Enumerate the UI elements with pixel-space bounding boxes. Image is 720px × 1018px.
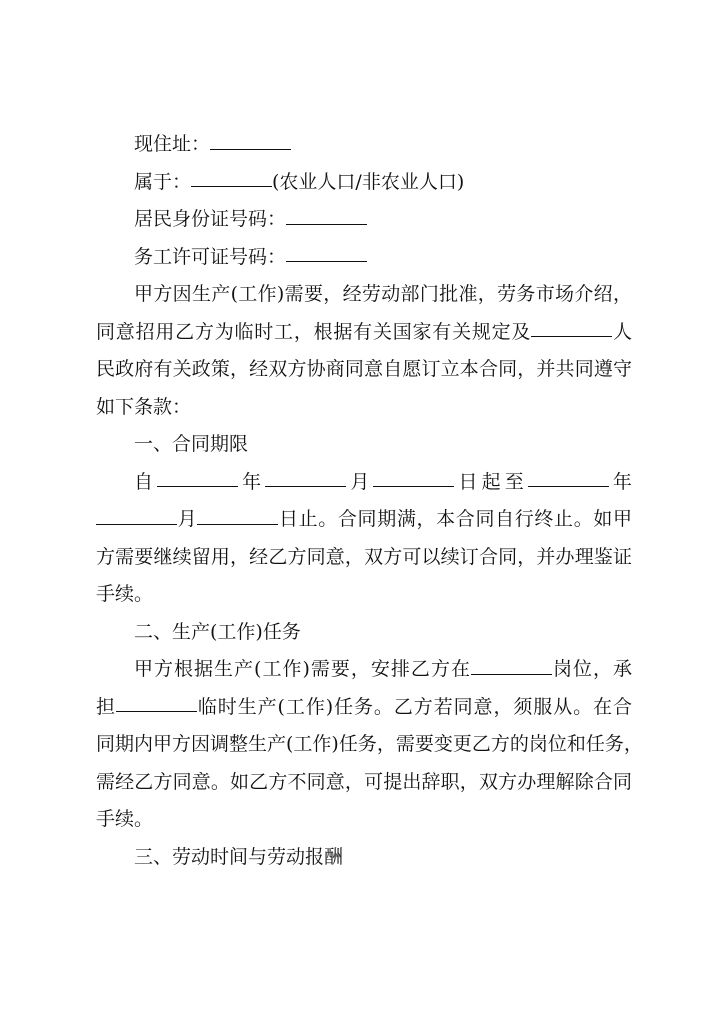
section-2-title: 二、生产(工作)任务 [134,620,301,643]
id-number-label: 居民身份证号码： [134,208,287,230]
end-day-blank [197,523,278,525]
term-line-1 [96,464,632,502]
work-permit-label: 务工许可证号码： [134,245,287,268]
task-text-1a: 甲方根据生产(工作)需要，安排乙方在 [134,658,471,680]
work-permit-blank [286,260,367,262]
task-text-1b: 岗位，承 [551,658,632,680]
section-3-title: 三、劳动时间与劳动报酬 [134,845,344,868]
task-blank [116,710,197,712]
belongs-label: 属于： [134,170,192,193]
id-number-line [96,201,632,239]
term-year-2: 年 [608,470,632,493]
task-line-4: 需经乙方同意。如乙方不同意，可提出辞职，双方办理解除合同 [96,770,632,793]
task-line-2 [96,689,632,727]
intro-line-4: 如下条款： [96,395,192,418]
term-line-4: 手续。 [96,583,154,605]
term-year: 年 [238,470,266,493]
intro-text-2a: 同意招用乙方为临时工，根据有关国家有关规定及 [96,320,532,343]
belongs-blank [191,185,272,187]
task-line-5: 手续。 [96,808,154,830]
contract-body [96,126,643,876]
end-month-blank [96,523,177,525]
intro-line-3: 民政府有关政策，经双方协商同意自愿订立本合同，并共同遵守 [96,358,632,380]
belongs-line [96,164,632,202]
id-number-blank [286,223,367,225]
term-day-until: 日起至 [454,470,528,493]
section-1-title: 一、合同期限 [134,433,249,455]
intro-text-2b: 人 [612,320,632,343]
start-month-blank [265,485,346,487]
government-blank [531,335,612,337]
term-month-2: 月 [177,508,198,530]
term-line-2 [96,501,632,539]
task-line-3: 同期内甲方因调整生产(工作)任务，需要变更乙方的岗位和任务， [96,733,643,755]
work-permit-line [96,239,632,277]
intro-line-2 [96,314,632,352]
belongs-options: (农业人口/非农业人口) [272,170,465,193]
start-year-blank [157,485,238,487]
position-blank [471,673,552,675]
address-blank [210,148,291,150]
task-text-2b: 临时生产(工作)任务。乙方若同意，须服从。在合 [196,695,632,718]
task-line-1 [96,651,632,689]
term-from: 自 [134,470,158,493]
start-day-blank [373,485,454,487]
address-line [96,126,632,164]
term-month: 月 [346,470,374,493]
address-label: 现住址： [134,133,211,155]
task-text-2a: 担 [96,695,116,718]
term-end-text: 日止。合同期满，本合同自行终止。如甲 [278,508,632,530]
end-year-blank [528,485,609,487]
term-line-3: 方需要继续留用，经乙方同意，双方可以续订合同，并办理鉴证 [96,545,632,568]
intro-line-1: 甲方因生产(工作)需要，经劳动部门批准，劳务市场介绍， [134,283,632,305]
